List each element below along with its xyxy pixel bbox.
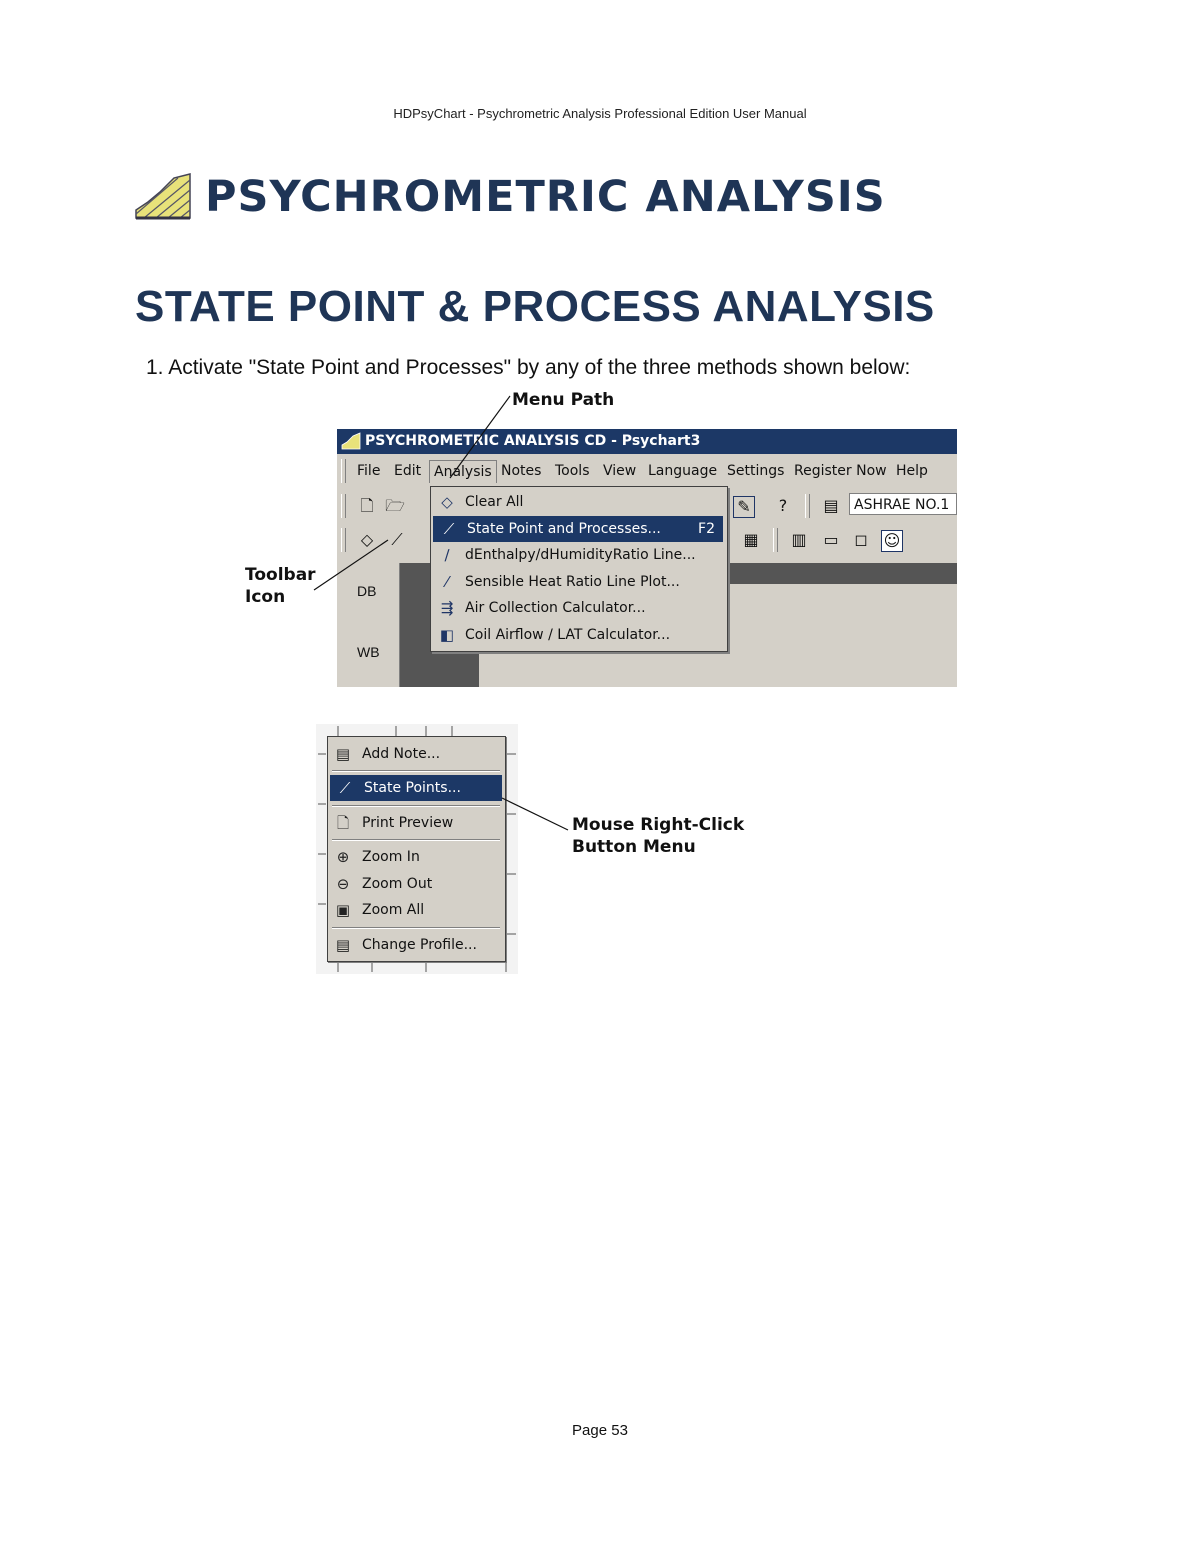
menu-register-now[interactable]: Register Now — [794, 463, 887, 479]
eraser-icon[interactable]: ◇ — [360, 530, 374, 549]
help-icon[interactable]: ? — [778, 496, 788, 515]
edit-chart-icon[interactable]: ✎ — [733, 496, 755, 518]
note-icon: ▤ — [335, 745, 351, 763]
menu-analysis[interactable]: Analysis — [429, 460, 497, 483]
context-item-label: State Points... — [364, 780, 461, 796]
callout-menu-path: Menu Path — [512, 390, 615, 410]
menu-item-shortcut: F2 — [698, 521, 715, 537]
zoom-all-icon: ▣ — [335, 901, 351, 919]
page-number: Page 53 — [572, 1422, 628, 1439]
enthalpy-line-icon: ∕ — [444, 546, 450, 564]
new-file-icon[interactable]: 🗋 — [360, 496, 374, 515]
menu-help[interactable]: Help — [896, 463, 928, 479]
menu-file[interactable]: File — [357, 463, 381, 479]
callout-right-click-line2: Button Menu — [572, 837, 696, 857]
print-preview-icon: 🗋 — [336, 814, 350, 832]
menu-edit[interactable]: Edit — [394, 463, 422, 479]
menu-item-label: State Point and Processes... — [467, 521, 661, 537]
profile-icon: ▤ — [335, 936, 351, 954]
state-point-icon: ⟋ — [339, 779, 351, 797]
menu-settings[interactable]: Settings — [727, 463, 785, 479]
callout-toolbar-line1: Toolbar — [245, 565, 316, 585]
menu-item-label: Clear All — [465, 494, 524, 510]
add-note-icon[interactable]: ▭ — [823, 530, 839, 549]
menu-item-label: dEnthalpy/dHumidityRatio Line... — [465, 547, 696, 563]
open-folder-icon[interactable]: 🗁 — [385, 496, 405, 515]
menu-view[interactable]: View — [603, 463, 637, 479]
context-item-label: Print Preview — [362, 815, 454, 831]
label-wb: WB — [357, 644, 380, 660]
comment-icon[interactable]: ◻ — [854, 530, 868, 549]
user-icon[interactable]: ☺ — [881, 530, 903, 552]
calculator-icon[interactable]: ▦ — [743, 530, 759, 549]
context-item-label: Zoom All — [362, 902, 425, 918]
eraser-icon: ◇ — [441, 493, 453, 511]
app-title: PSYCHROMETRIC ANALYSIS CD - Psychart3 — [365, 433, 701, 449]
menu-notes[interactable]: Notes — [501, 463, 542, 479]
coil-icon: ◧ — [439, 626, 455, 644]
menu-item-label: Air Collection Calculator... — [465, 600, 646, 616]
running-header: HDPsyChart - Psychrometric Analysis Professional Edition User Manual — [393, 106, 807, 121]
shr-line-icon: ⁄ — [445, 573, 449, 591]
menu-language[interactable]: Language — [648, 463, 718, 479]
profile-select[interactable]: ASHRAE NO.1 — [849, 493, 957, 515]
zoom-in-icon: ⊕ — [336, 848, 350, 866]
callout-right-click-line1: Mouse Right-Click — [572, 815, 745, 835]
context-item-label: Zoom Out — [362, 876, 433, 892]
state-point-toolbar-icon[interactable]: ⟋ — [391, 530, 403, 549]
menu-item-label: Sensible Heat Ratio Line Plot... — [465, 574, 680, 590]
step-1-text: 1. Activate "State Point and Processes" by any of the three methods shown below: — [146, 356, 911, 379]
air-collection-icon: ⇶ — [440, 599, 454, 617]
menu-item-label: Coil Airflow / LAT Calculator... — [465, 627, 671, 643]
chapter-title: PSYCHROMETRIC ANALYSIS — [205, 172, 886, 222]
context-item-label: Change Profile... — [362, 937, 477, 953]
zoom-out-icon: ⊖ — [336, 875, 350, 893]
notes-list-icon[interactable]: ▥ — [791, 530, 807, 549]
context-item-label: Zoom In — [362, 849, 420, 865]
callout-toolbar-line2: Icon — [245, 587, 286, 607]
state-point-icon: ⟋ — [443, 520, 455, 538]
profile-icon[interactable]: ▤ — [823, 496, 839, 515]
label-db: DB — [357, 583, 377, 599]
context-item-label: Add Note... — [362, 746, 441, 762]
menu-tools[interactable]: Tools — [555, 463, 590, 479]
section-title: STATE POINT & PROCESS ANALYSIS — [135, 282, 935, 331]
